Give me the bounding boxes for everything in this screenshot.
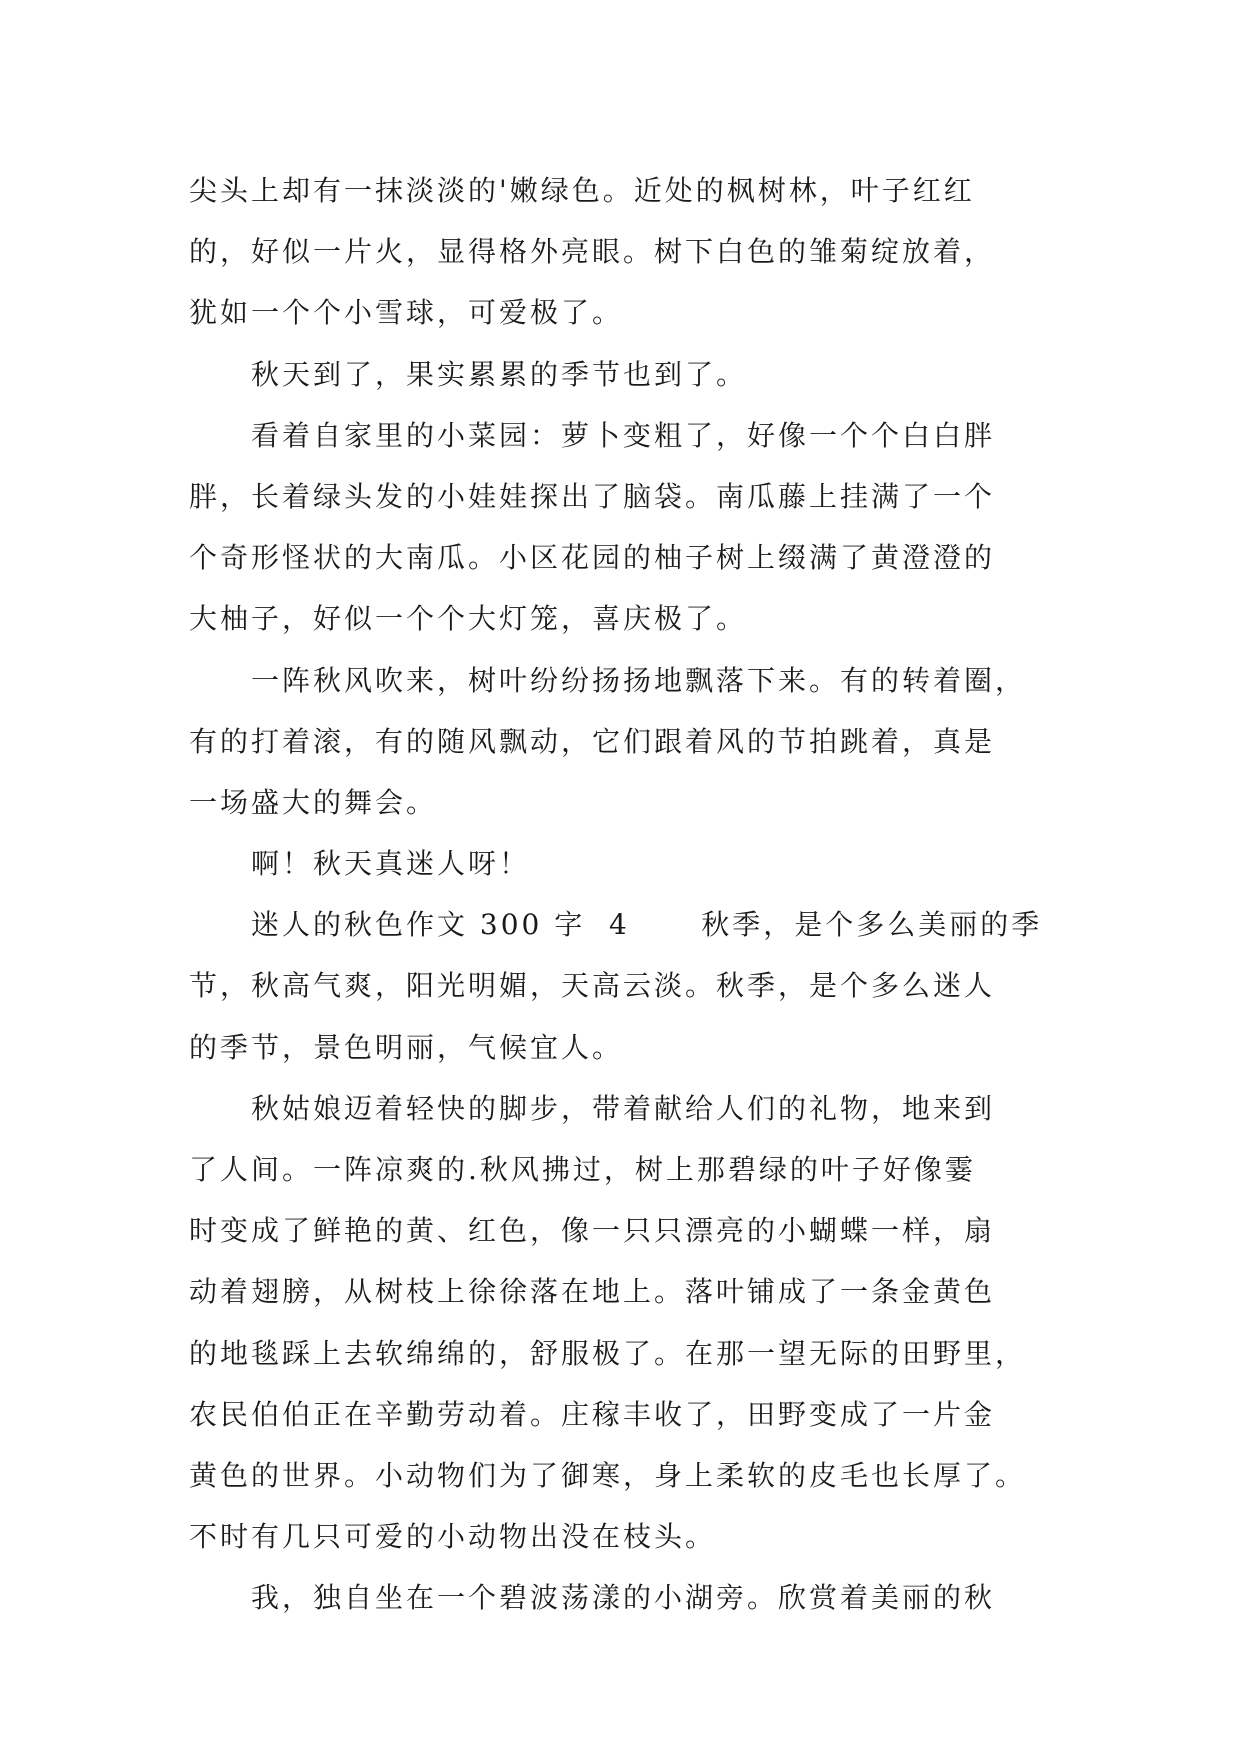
paragraph-start-line: 秋天到了，果实累累的季节也到了。 [251,357,748,391]
text-line: 一场盛大的舞会。 [189,785,438,819]
text-line: 胖，长着绿头发的小娃娃探出了脑袋。南瓜藤上挂满了一个 [189,479,996,513]
text-line: 节，秋高气爽，阳光明媚，天高云淡。秋季，是个多么迷人 [189,969,996,1003]
text-line: 农民伯伯正在辛勤劳动着。庄稼丰收了，田野变成了一片金 [189,1397,996,1431]
text-line: 个奇形怪状的大南瓜。小区花园的柚子树上缀满了黄澄澄的 [189,541,996,575]
text-line: 时变成了鲜艳的黄、红色，像一只只漂亮的小蝴蝶一样，扇 [189,1214,996,1248]
paragraph-start-line: 看着自家里的小菜园：萝卜变粗了，好像一个个白白胖 [251,418,996,452]
paragraph-start-line: 啊！秋天真迷人呀！ [251,847,531,881]
text-line: 大柚子，好似一个个大灯笼，喜庆极了。 [189,602,748,636]
text-line: 的地毯踩上去软绵绵的，舒服极了。在那一望无际的田野里， [189,1336,1027,1370]
text-line: 的，好似一片火，显得格外亮眼。树下白色的雏菊绽放着， [189,235,996,269]
paragraph-start-line: 秋姑娘迈着轻快的脚步，带着献给人们的礼物，地来到 [251,1091,996,1125]
paragraph-start-line: 我，独自坐在一个碧波荡漾的小湖旁。欣赏着美丽的秋 [251,1581,996,1615]
essay-heading-line: 迷人的秋色作文 300 字 4 秋季，是个多么美丽的季 [251,908,1043,942]
document-body-text [189,160,1049,1629]
text-line: 黄色的世界。小动物们为了御寒，身上柔软的皮毛也长厚了。 [189,1458,1027,1492]
text-line: 的季节，景色明丽，气候宜人。 [189,1030,624,1064]
text-line: 不时有几只可爱的小动物出没在枝头。 [189,1520,717,1554]
text-line: 了人间。一阵凉爽的.秋风拂过，树上那碧绿的叶子好像霎 [189,1153,976,1186]
text-line: 有的打着滚，有的随风飘动，它们跟着风的节拍跳着，真是 [189,724,996,758]
text-line: 犹如一个个小雪球，可爱极了。 [189,296,624,330]
paragraph-start-line: 一阵秋风吹来，树叶纷纷扬扬地飘落下来。有的转着圈， [251,663,1027,697]
text-line: 动着翅膀，从树枝上徐徐落在地上。落叶铺成了一条金黄色 [189,1275,996,1309]
text-line: 尖头上却有一抹淡淡的'嫩绿色。近处的枫树林，叶子红红 [189,174,975,207]
